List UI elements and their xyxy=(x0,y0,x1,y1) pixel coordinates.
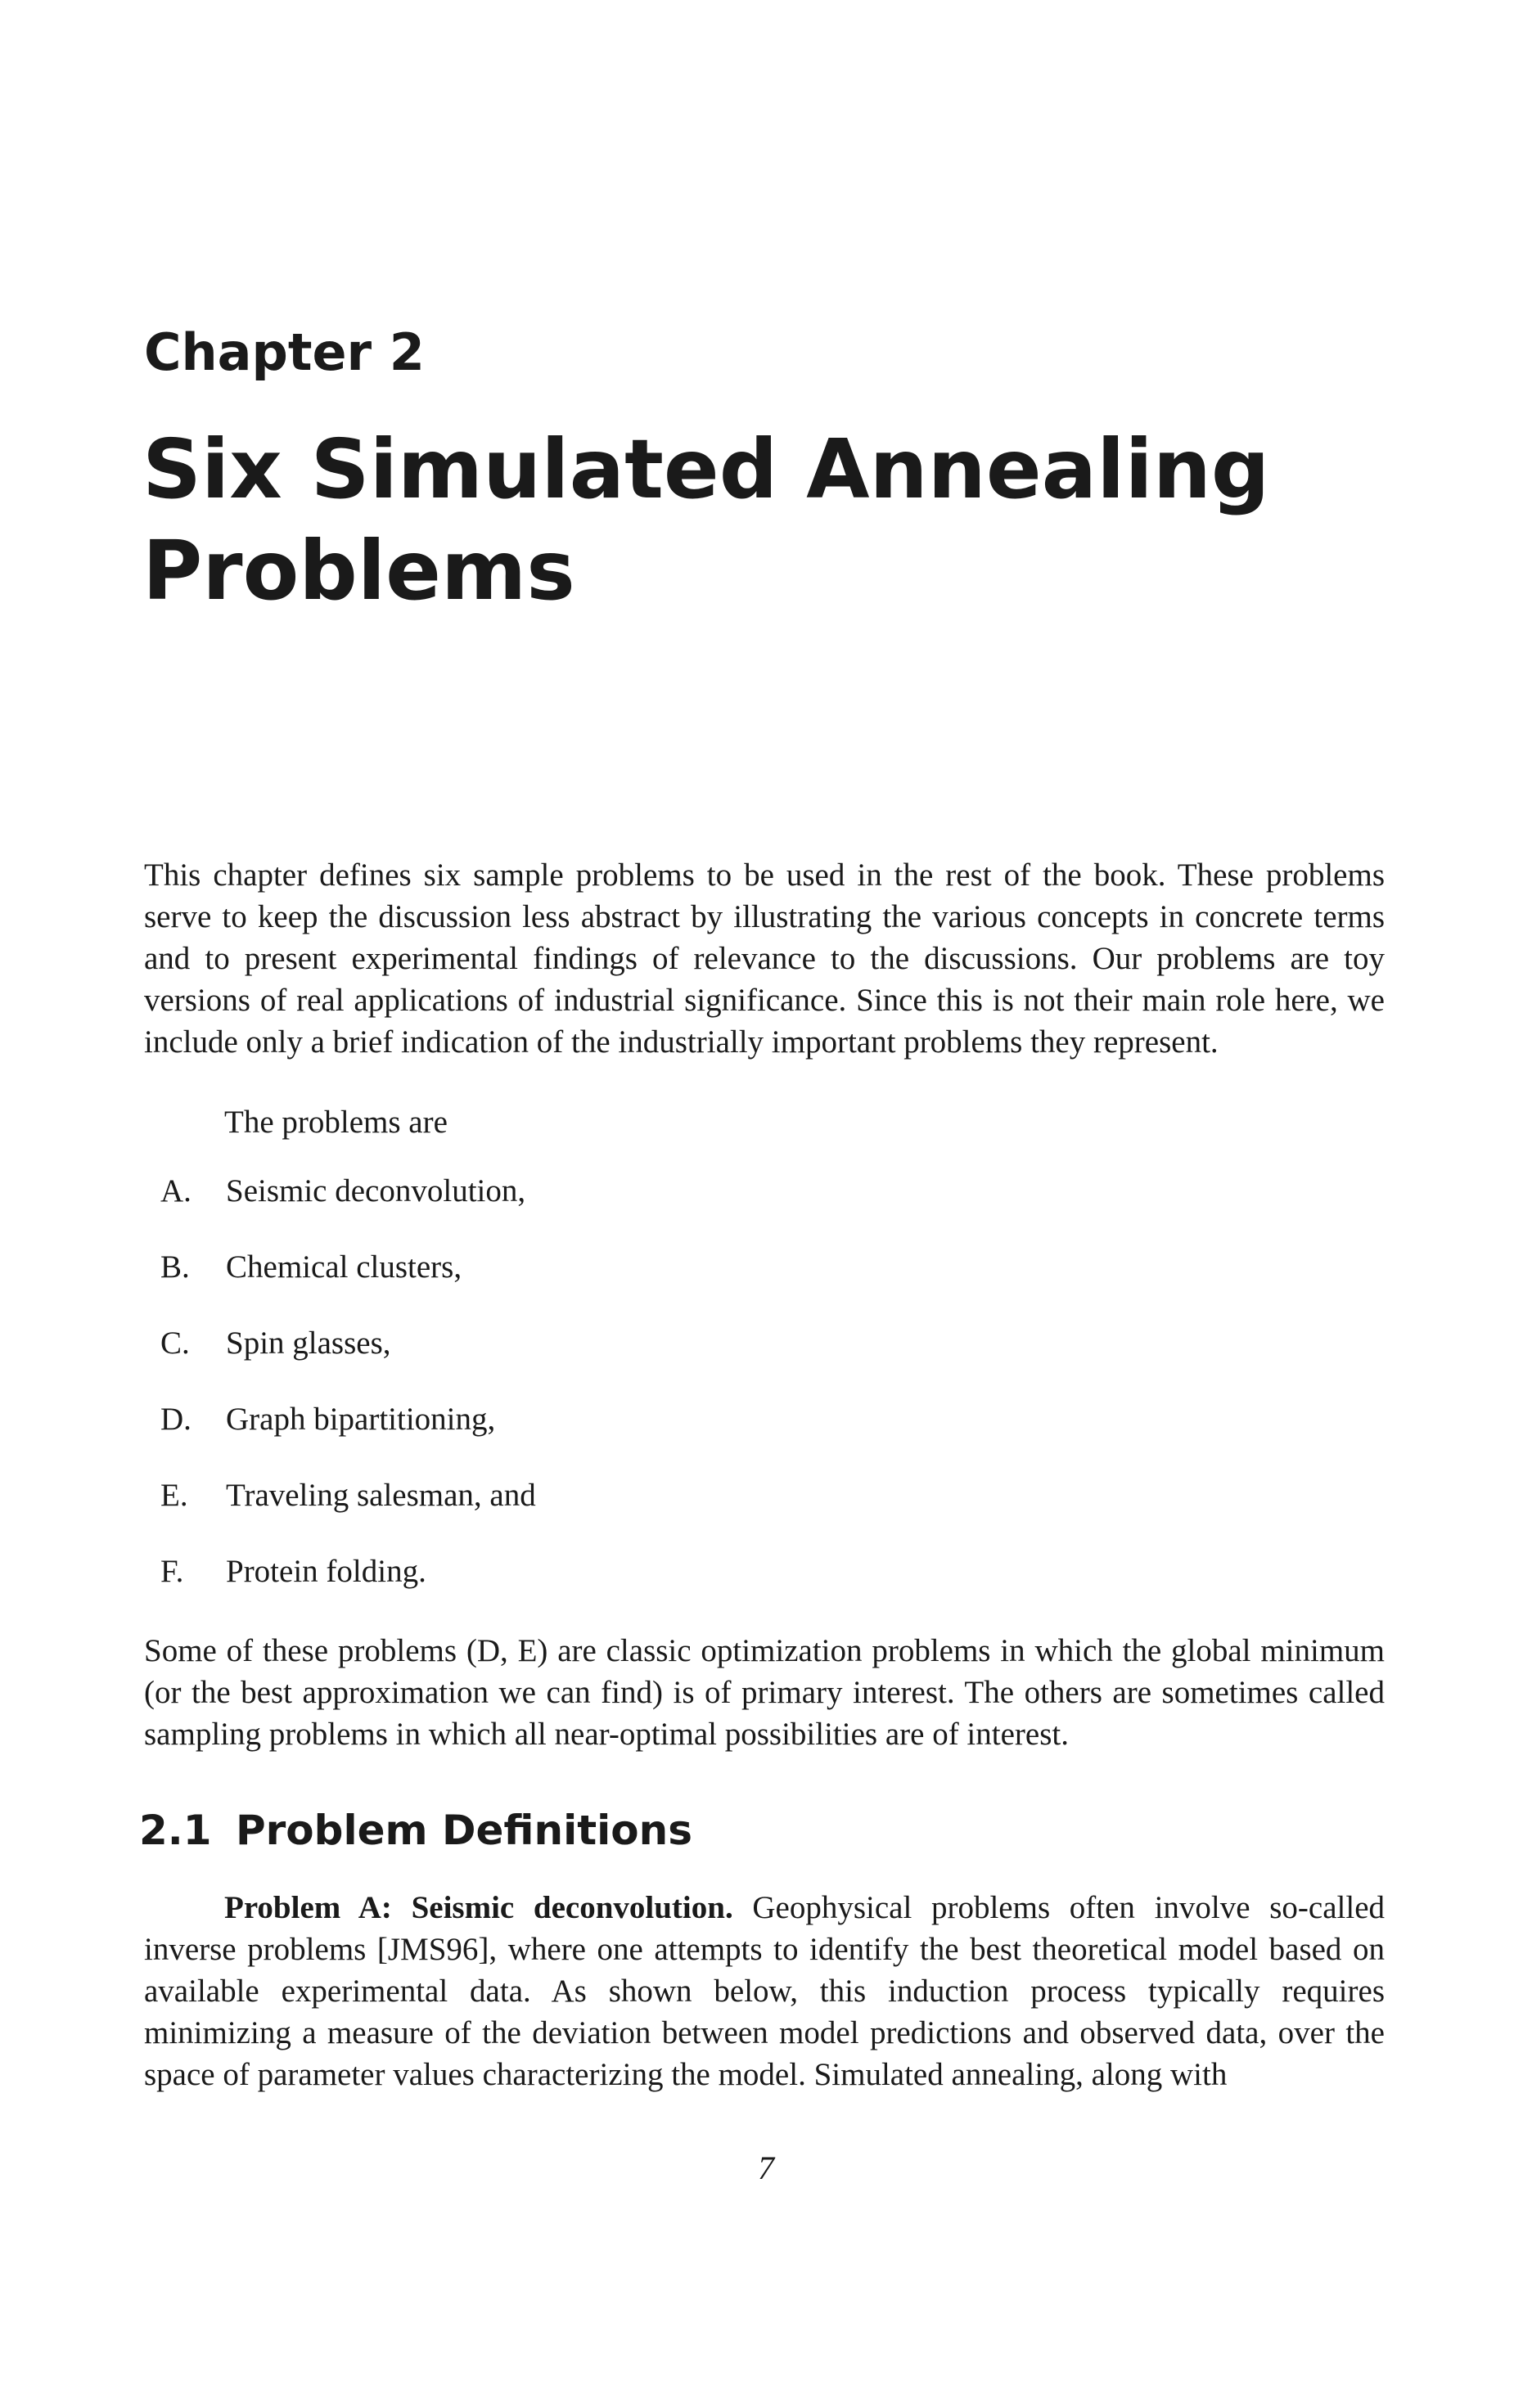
list-item-letter: E. xyxy=(160,1478,188,1513)
intro-paragraph: This chapter defines six sample problems to be used in the rest of the book. These problems serve to keep the discussion less abstract by illustrating the various concepts in concrete terms and to present experimental findings of relevance to the discussions. Our problems are toy versions of real applications of industrial significance. Since this is not their main role here, we include only a brief indication of the industrially important problems they represent. xyxy=(144,857,1385,1060)
list-item-text: Protein folding. xyxy=(226,1554,426,1589)
section-heading xyxy=(139,1807,692,1854)
list-item-text: Traveling salesman, and xyxy=(226,1478,536,1513)
list-item-letter: A. xyxy=(160,1173,192,1209)
list-item-text: Spin glasses, xyxy=(226,1326,391,1361)
list-item-letter: C. xyxy=(160,1326,190,1361)
list-item-letter: D. xyxy=(160,1402,192,1437)
list-item xyxy=(160,1322,1142,1398)
after-list-paragraph: Some of these problems (D, E) are classic optimization problems in which the global minimum (or the best approximation we can find) is of primary interest. The others are sometimes called sampling problems in which all near-optimal possibilities are of interest. xyxy=(144,1633,1385,1752)
intro-lead: The problems are xyxy=(224,1105,448,1140)
list-item xyxy=(160,1398,1142,1474)
section-title: Problem Definitions xyxy=(236,1807,692,1854)
list-item-letter: F. xyxy=(160,1554,184,1589)
page-number: 7 xyxy=(758,2149,774,2186)
list-item-letter: B. xyxy=(160,1249,190,1285)
chapter-label: Chapter 2 xyxy=(144,322,425,382)
list-item xyxy=(160,1474,1142,1551)
list-item-text: Graph bipartitioning, xyxy=(226,1402,496,1437)
list-item-text: Seismic deconvolution, xyxy=(226,1173,526,1209)
chapter-title: Six Simulated Annealing Problems xyxy=(142,421,1270,619)
section-number: 2.1 xyxy=(139,1807,212,1854)
list-item-text: Chemical clusters, xyxy=(226,1249,462,1285)
list-item xyxy=(160,1170,1142,1246)
list-item xyxy=(160,1551,1142,1627)
problem-a-run-in: Problem A: Seismic deconvolution. xyxy=(224,1890,733,1925)
problem-a-paragraph xyxy=(144,1887,1385,2095)
list-item xyxy=(160,1246,1142,1322)
problem-a-text: Geophysical problems often involve so-called inverse problems [JMS96], where one attempts to identify the best theoretical model based on available experimental data. As shown below, this induction process typically requires minimizing a measure of the deviation between model predictions and observed data, over the space of parameter values characterizing the model. Simulated annealing, along with xyxy=(144,1890,1386,2092)
problem-list xyxy=(160,1170,1142,1627)
